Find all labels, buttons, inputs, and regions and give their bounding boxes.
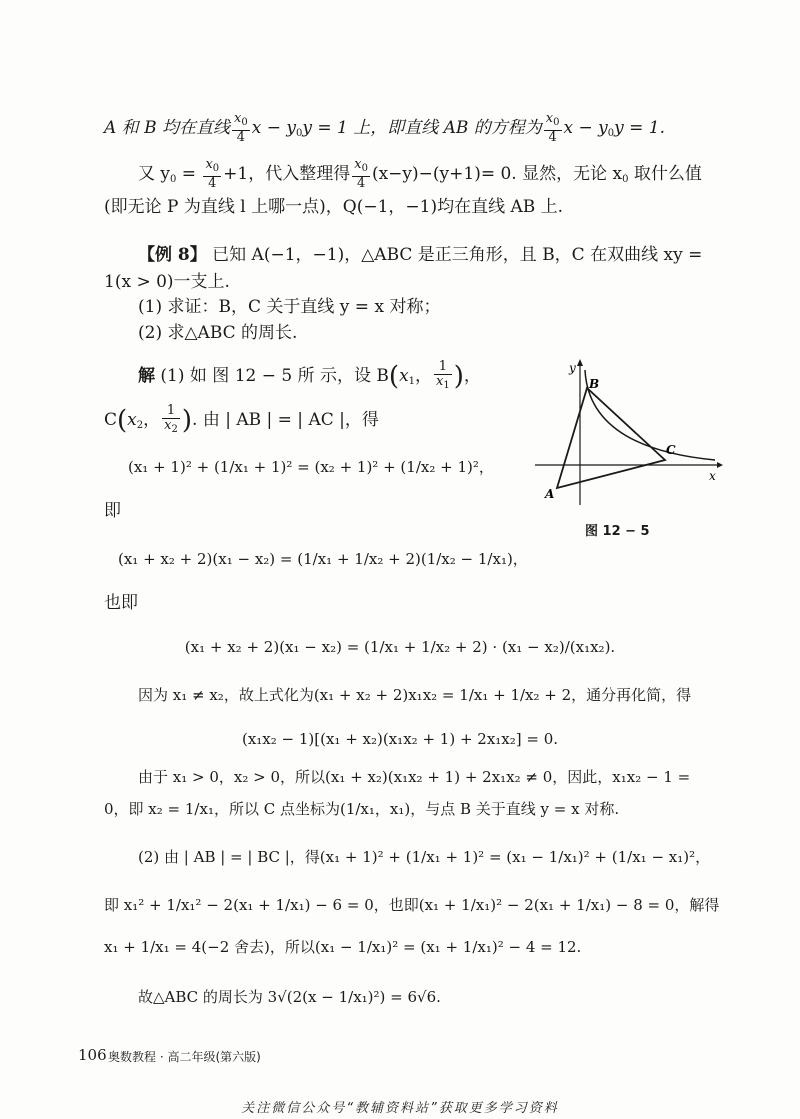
ji-label: 即 [104, 501, 121, 521]
equation-4: (x₁x₂ − 1)[(x₁ + x₂)(x₁x₂ + 1) + 2x₁x₂] = 0. [241, 730, 559, 748]
question-1: (1) 求证：B，C 关于直线 y = x 对称； [138, 297, 441, 317]
example-tag: 【例 8】 [138, 245, 207, 265]
triangle-abc [557, 388, 665, 488]
fraction: $\frac{1}{x_2}$ [164, 403, 178, 435]
equation-3: (x₁ + x₂ + 2)(x₁ − x₂) = (1/x₁ + 1/x₂ + 2) · (x₁ − x₂)/(x₁x₂). [184, 638, 616, 656]
equation-1: (x₁ + 1)² + (1/x₁ + 1)² = (x₂ + 1)² + (1/x₂ + 1)²， [128, 458, 494, 476]
page-number: 106 [78, 1046, 107, 1064]
text-because: 因为 x₁ ≠ x₂，故上式化为(x₁ + x₂ + 2)x₁x₂ = 1/x₁ + 1/x₂ + 2，通分再化简，得 [138, 686, 692, 704]
x-axis-label: x [709, 469, 716, 483]
fraction: $\frac{x_0}{4}$ [545, 111, 560, 145]
text-line-3: (即无论 P 为直线 l 上哪一点)，Q(−1，−1)均在直线 AB 上. [104, 197, 564, 217]
y-axis-label: y [569, 361, 576, 375]
question-2: (2) 求△ABC 的周长. [138, 323, 298, 343]
fraction: $\frac{x_0}{4}$ [354, 157, 368, 191]
watermark-text: 关注微信公众号“教辅资料站”获取更多学习资料 [241, 1101, 559, 1116]
solution-line-2: $C(x_2$， $\frac{1}{x_2}$ ). 由 | AB | = | AC |，得 [104, 403, 379, 436]
text-since-1: 由于 x₁ > 0，x₂ > 0，所以(x₁ + x₂)(x₁x₂ + 1) + 2x₁x₂ ≠ 0，因此，x₁x₂ − 1 = [138, 768, 691, 786]
part2-line-3: x₁ + 1/x₁ = 4(−2 舍去)，所以(x₁ − 1/x₁)² = (x₁ + 1/x₁)² − 4 = 12. [104, 938, 582, 956]
solution-line-1: 解 (1) 如 图 12 − 5 所 示，设 $B(x_1$， $\frac{1}{x_1}$ )， [138, 359, 481, 392]
point-b-label: B [589, 377, 600, 391]
figure-caption: 图 12 − 5 [585, 524, 650, 539]
part2-line-1: (2) 由 | AB | = | BC |，得(x₁ + 1)² + (1/x₁ + 1)² = (x₁ − 1/x₁)² + (1/x₁ − x₁)²， [138, 848, 711, 866]
yeji-label: 也即 [104, 593, 138, 613]
fraction: $\frac{1}{x_1}$ [436, 359, 450, 391]
fraction: $\frac{x_0}{4}$ [233, 111, 248, 145]
hyperbola-figure [525, 350, 725, 510]
book-title: 奥数教程 · 高二年级(第六版) [108, 1050, 261, 1064]
solution-tag: 解 [138, 366, 155, 386]
example-heading: 【例 8】 已知 A(−1，−1)，△ABC 是正三角形，且 B，C 在双曲线 xy = [138, 245, 703, 265]
y-axis-arrow [577, 359, 583, 366]
point-c-label: C [666, 443, 676, 457]
part2-line-2: 即 x₁² + 1/x₁² − 2(x₁ + 1/x₁) − 6 = 0，也即(x₁ + 1/x₁)² − 2(x₁ + 1/x₁) − 8 = 0，解得 [104, 896, 720, 914]
x-axis-arrow [717, 462, 723, 468]
text-line-2: 又 $y_0$ = $\frac{x_0}{4}$ +1，代入整理得 $\frac{x_0}{4}$ (x−y)−(y+1)= 0. 显然，无论 $x_0$ 取什么值 [138, 157, 702, 191]
fraction: $\frac{x_0}{4}$ [205, 157, 220, 191]
example-line-2: 1(x > 0)一支上. [104, 272, 230, 292]
equation-2: (x₁ + x₂ + 2)(x₁ − x₂) = (1/x₁ + 1/x₂ + 2)(1/x₂ − 1/x₁)， [118, 550, 528, 568]
text-since-2: 0，即 x₂ = 1/x₁，所以 C 点坐标为(1/x₁，x₁)，与点 B 关于直线 y = x 对称. [104, 800, 620, 818]
text-line-1: A 和 B 均在直线 $\frac{x_0}{4}$ $x - y_0y = 1$ 上，即直线 AB 的方程为 $\frac{x_0}{4}$ $x - y_0y = 1$. [104, 111, 666, 145]
point-a-label: A [545, 487, 555, 501]
conclusion: 故△ABC 的周长为 3√(2(x − 1/x₁)²) = 6√6. [138, 988, 441, 1006]
